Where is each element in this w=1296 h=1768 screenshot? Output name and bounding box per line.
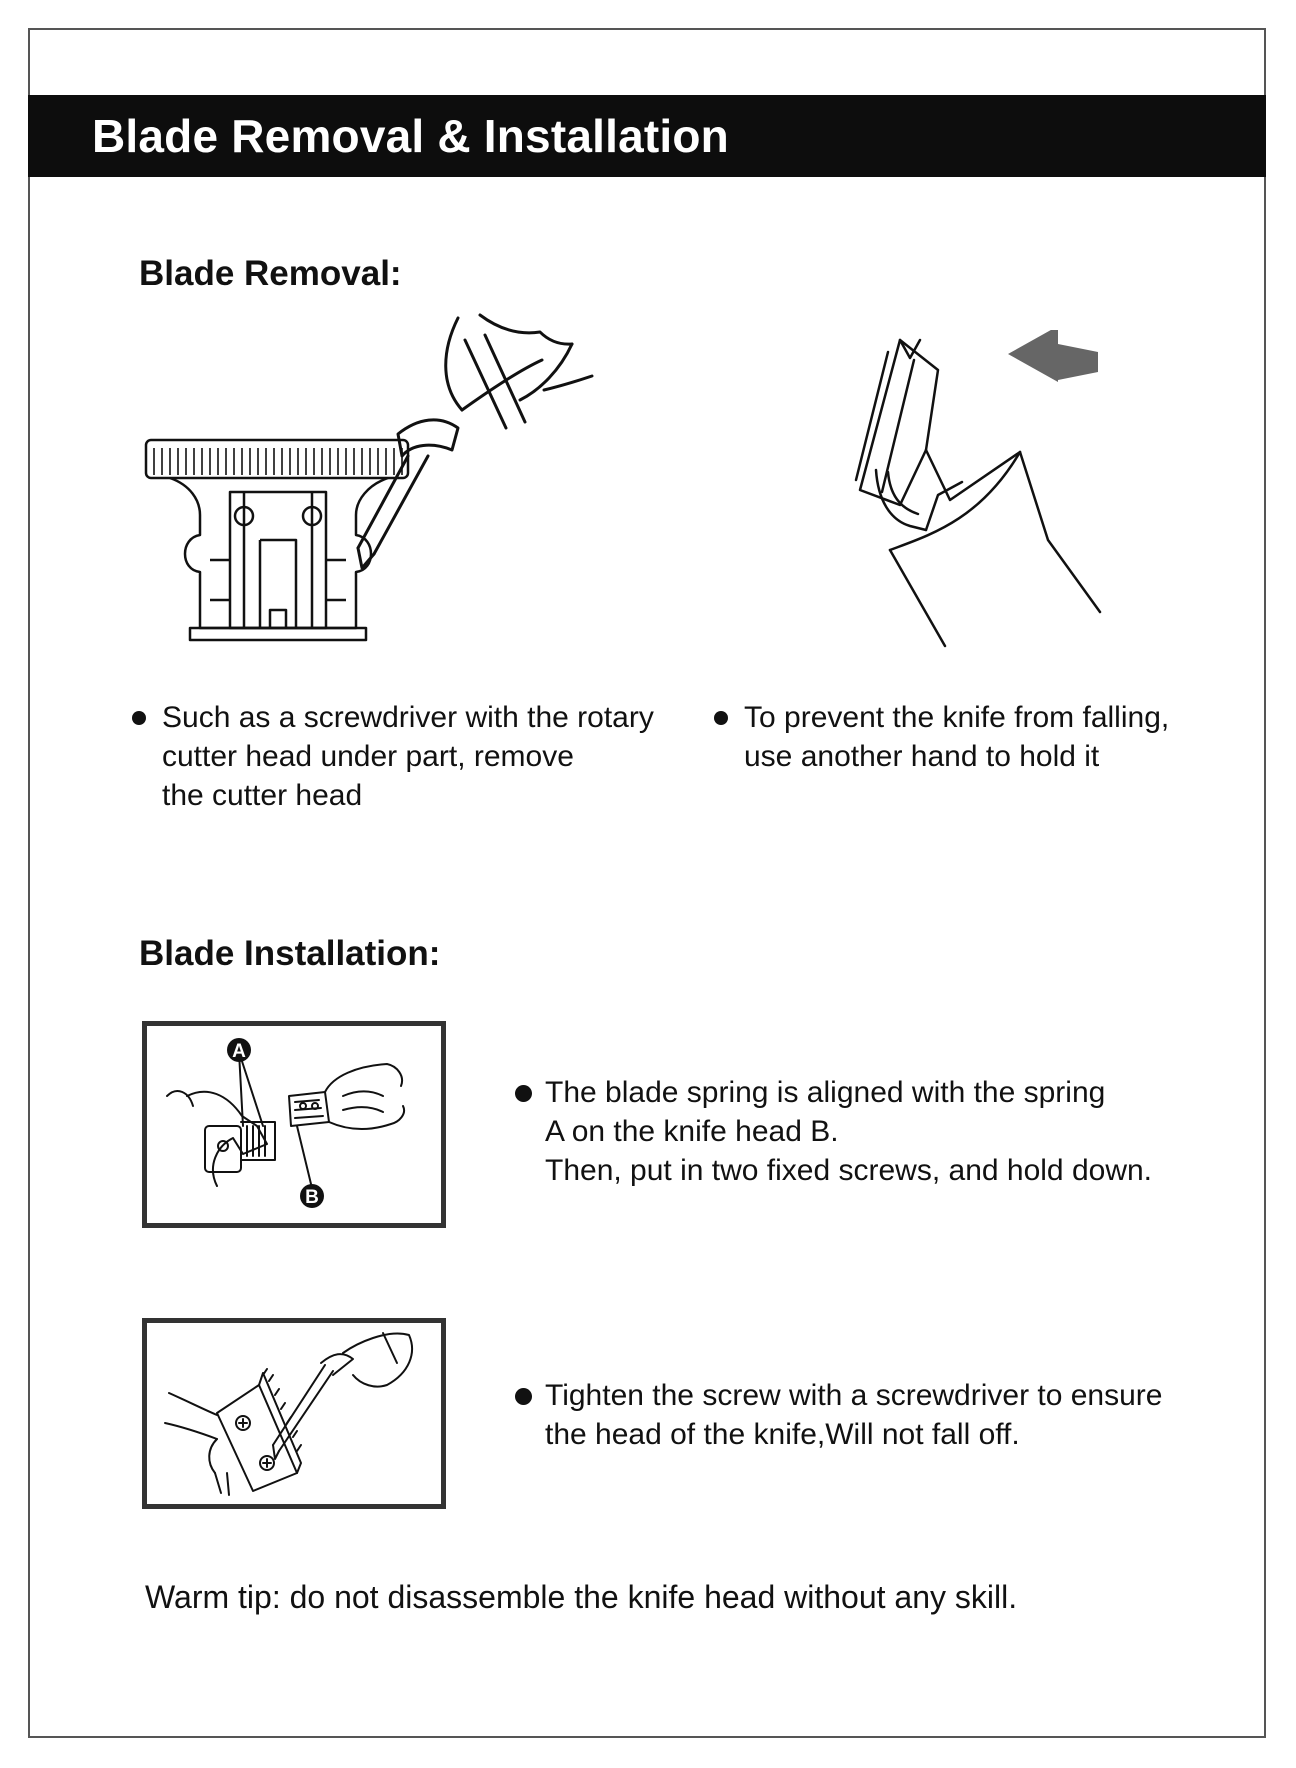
removal-step-1-text: Such as a screwdriver with the rotary cutter head under part, remove the cutter head <box>162 701 654 812</box>
cutter-head-screwdriver-illustration <box>140 310 610 660</box>
label-b: B <box>305 1187 319 1208</box>
bullet-dot <box>714 711 728 725</box>
spring-alignment-illustration <box>147 1026 441 1223</box>
blade-installation-heading: Blade Installation: <box>139 934 441 973</box>
bullet-dot <box>132 711 146 725</box>
arrow-left-body <box>1058 344 1098 380</box>
title-bar <box>28 95 1266 177</box>
spring-alignment-illustration-box <box>142 1021 446 1228</box>
installation-step-2-text: Tighten the screw with a screwdriver to ensure the head of the knife,Will not fall off. <box>545 1379 1163 1451</box>
tighten-screw-illustration-box <box>142 1318 446 1509</box>
tighten-screw-illustration <box>147 1323 441 1504</box>
clipper-hold-illustration <box>830 330 1130 650</box>
page-title: Blade Removal & Installation <box>92 110 729 162</box>
warm-tip: Warm tip: do not disassemble the knife head without any skill. <box>145 1579 1018 1615</box>
label-a: A <box>232 1041 246 1062</box>
arrow-left-icon <box>1008 330 1058 382</box>
bullet-dot <box>515 1085 532 1102</box>
bullet-dot <box>515 1388 532 1405</box>
removal-step-2-text: To prevent the knife from falling, use another hand to hold it <box>744 701 1170 773</box>
installation-step-1-text: The blade spring is aligned with the spring A on the knife head B. Then, put in two fixed screws, and hold down. <box>545 1076 1153 1187</box>
blade-removal-heading: Blade Removal: <box>139 254 402 293</box>
